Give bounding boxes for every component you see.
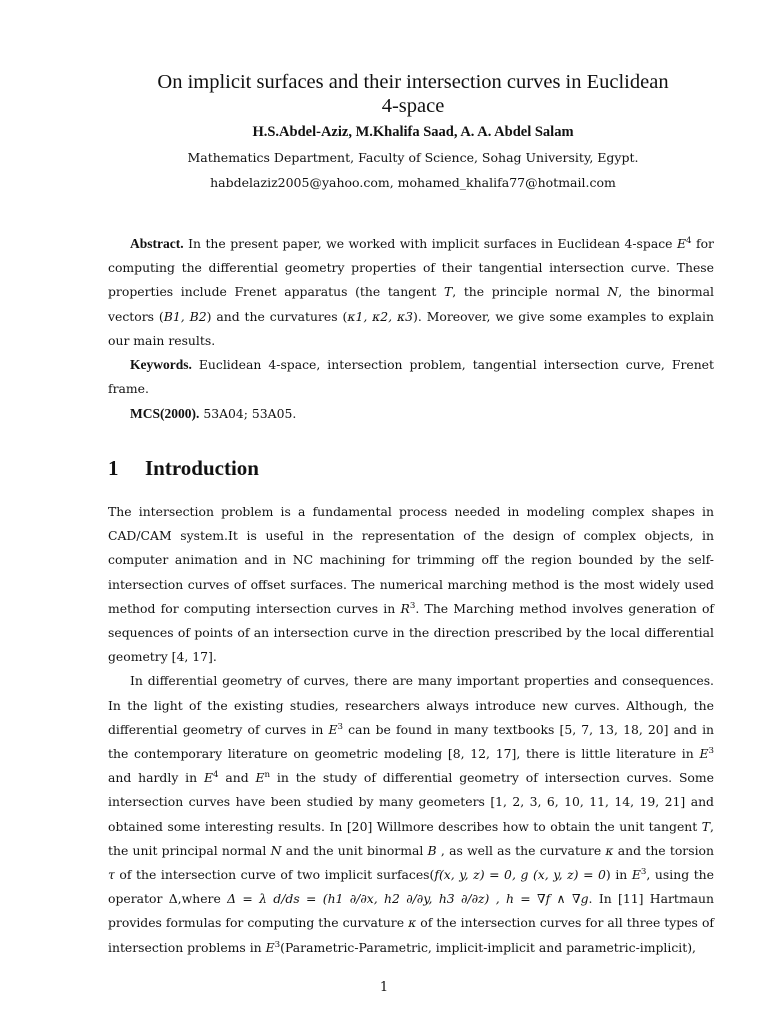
paper-title bbox=[108, 70, 718, 118]
title-line-1: On implicit surfaces and their intersection curves in Euclidean bbox=[157, 71, 669, 93]
author-emails: habdelaziz2005@yahoo.com, mohamed_khalifa77@hotmail.com bbox=[210, 175, 616, 190]
affiliation: Mathematics Department, Faculty of Science, Sohag University, Egypt. bbox=[187, 150, 639, 165]
title-line-2: 4-space bbox=[381, 95, 445, 117]
author-list: H.S.Abdel-Aziz, M.Khalifa Saad, A. A. Abdel Salam bbox=[252, 124, 574, 140]
mcs-label: MCS(2000). bbox=[130, 406, 200, 421]
abstract-label: Abstract. bbox=[130, 236, 184, 251]
msc-codes: MCS(2000). 53A04; 53A05. bbox=[130, 406, 297, 421]
introduction-body bbox=[108, 500, 714, 960]
intro-paragraph-1: The intersection problem is a fundamental process needed in modeling complex shapes in CAD/CAM system.It is useful in the representation of the design of complex objects, in computer animation and in NC machining for trimming off the region bounded by the self-intersection curves of offset surfaces. The numerical marching method is the most widely used method for computing intersection curves in $R^3$. The Marching method involves generation of sequences of points of an intersection curve in the direction prescribed by the local differential geometry [4, 17]. bbox=[108, 504, 714, 665]
section-number: 1 bbox=[108, 456, 119, 480]
abstract: Abstract. In the present paper, we worked with implicit surfaces in Euclidean 4-space $E^4$ for computing the differential geometry properties of their tangential intersection curve. These properties include Frenet apparatus (the tangent T, the principle normal N, the binormal vectors (B1, B2) and the curvatures (κ1, κ2, κ3). Moreover, we give some examples to explain our main results. bbox=[108, 235, 715, 348]
intro-paragraph-2: In differential geometry of curves, there are many important properties and consequences. In the light of the existing studies, researchers always introduce new curves. Although, the differential geometry of curves in $E^3$ can be found in many textbooks [5, 7, 13, 18, 20] and in the contemporary literature on geometric modeling [8, 12, 17], there is little literature in $E^3$ and hardly in $E^4$ and $E^n$ in the study of differential geometry of intersection curves. Some intersection curves have been studied by many geometers [1, 2, 3, 6, 10, 11, 14, 19, 21] and obtained some interesting results. In [20] Willmore describes how to obtain the unit tangent T, the unit principal normal N and the unit binormal B , as well as the curvature κ and the torsion τ of the intersection curve of two implicit surfaces(f(x, y, z) = 0, g (x, y, z) = 0) in $E^3$, using the operator Δ,where Δ = λ d/ds = (h1 ∂/∂x, h2 ∂/∂y, h3 ∂/∂z) , h = ∇f ∧ ∇g. In [11] Hartmaun provides formulas for computing the curvature κ of the intersection curves for all three types of intersection problems in $E^3(Parametric$-Parametric, implicit-implicit and parametric-implicit), bbox=[108, 673, 715, 955]
page-number: 1 bbox=[379, 980, 389, 995]
keywords: Keywords. Euclidean 4-space, intersection problem, tangential intersection curve, Frenet frame. bbox=[108, 357, 714, 397]
section-heading bbox=[108, 456, 259, 481]
keywords-label: Keywords. bbox=[130, 357, 192, 372]
section-title: Introduction bbox=[145, 456, 259, 480]
